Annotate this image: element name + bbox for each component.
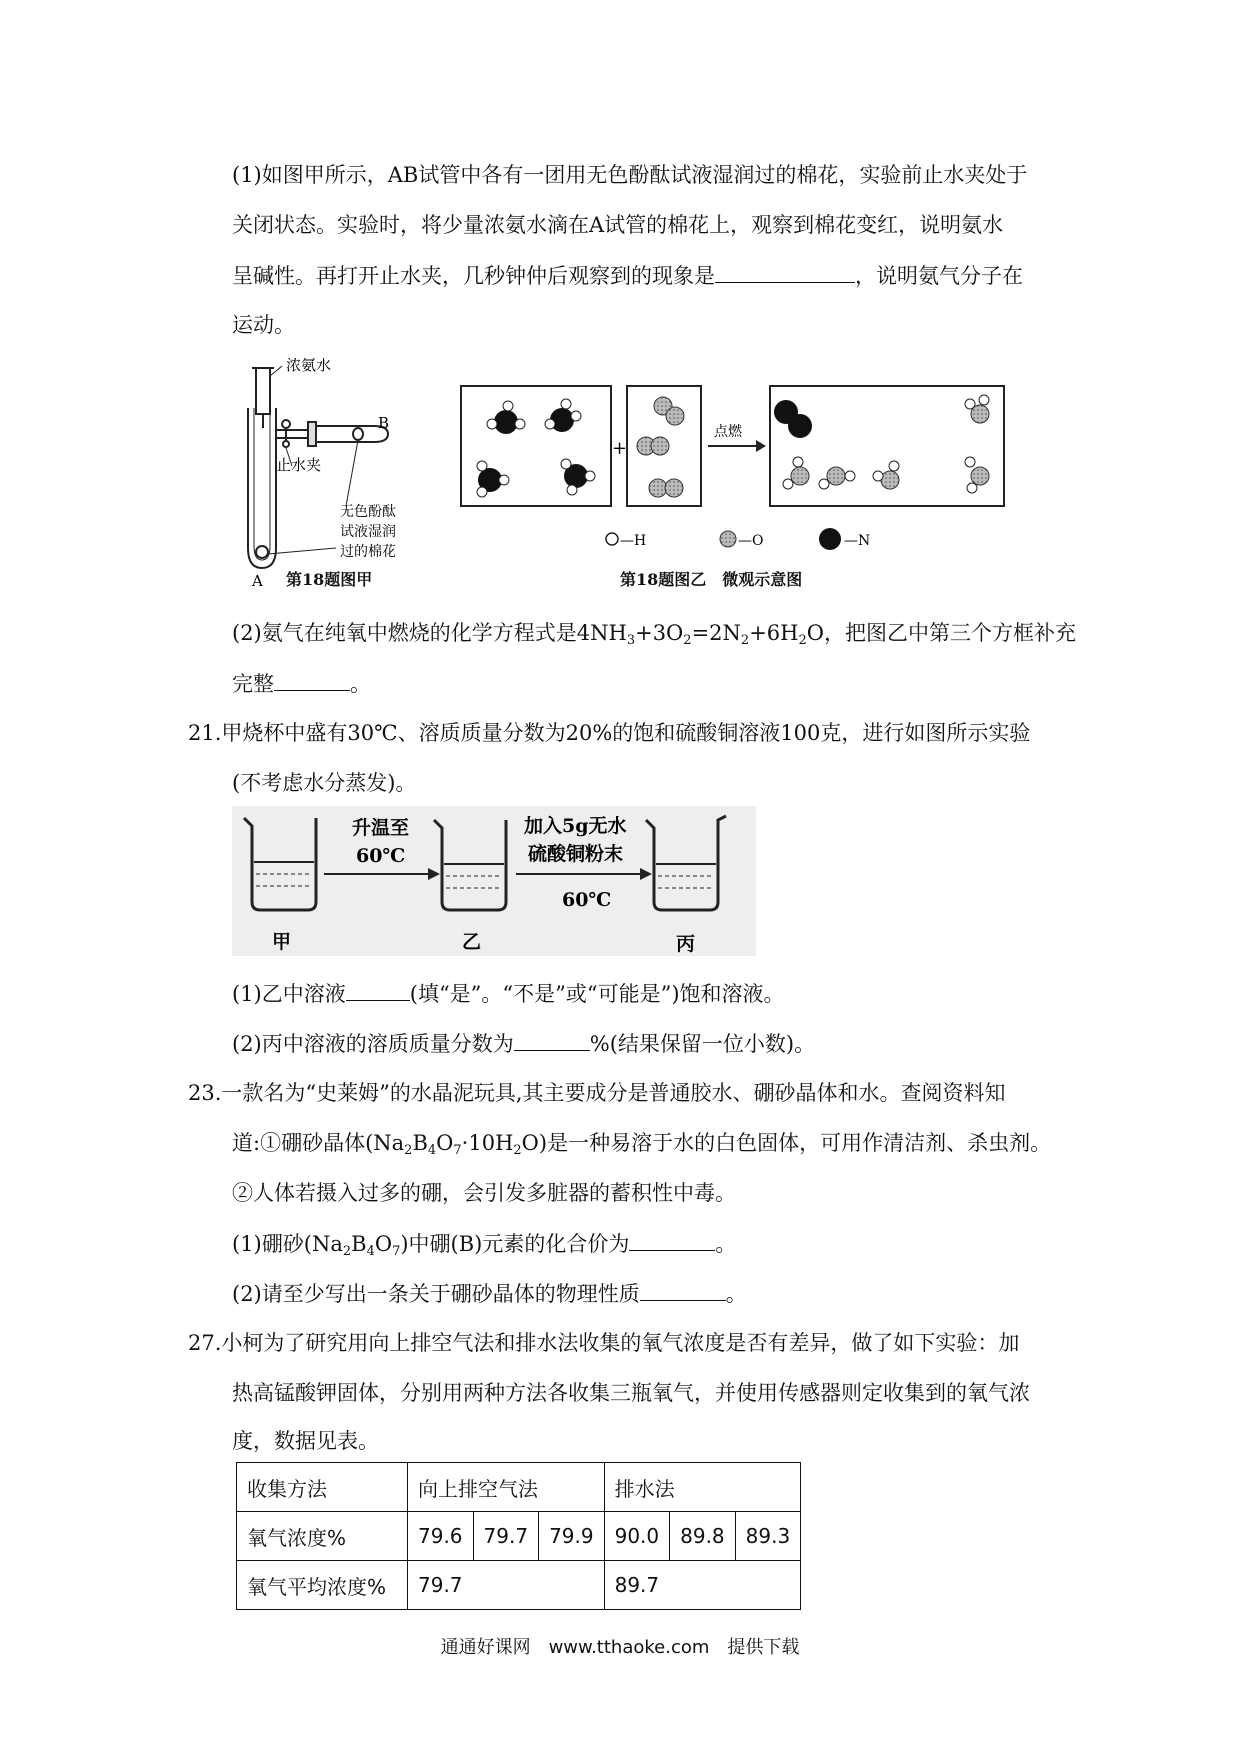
q23-sub1 [232, 1230, 736, 1257]
q23-sub: 4 [427, 1143, 437, 1158]
table-cell: 89.3 [735, 1512, 801, 1561]
test-tube-b [311, 426, 388, 442]
q23-line2 [232, 1130, 1051, 1156]
q23-text: ·10H [461, 1131, 514, 1155]
q18-p2-line2-text: 完整 [232, 672, 274, 696]
beaker-jia-label: 甲 [272, 931, 292, 953]
q18-p1-line3 [232, 262, 1023, 289]
q27-line1: 27.小柯为了研究用向上排空气法和排水法收集的氧气浓度是否有差异，做了如下实验：加 [188, 1331, 1020, 1355]
q21-sub1 [232, 980, 785, 1007]
eq-sub: 2 [740, 633, 750, 648]
oxygen-molecule [649, 479, 683, 497]
combustion-equation [576, 621, 824, 648]
eq-sub: 3 [626, 633, 636, 648]
legend-h-text: —H [620, 533, 647, 549]
q23-text: O [436, 1131, 454, 1155]
ammonia-molecule [545, 399, 581, 432]
eq-sub: 2 [798, 633, 807, 648]
q21-line1: 21.甲烧杯中盛有30℃、溶质质量分数为20%的饱和硫酸铜溶液100克，进行如图所示实验 [188, 721, 1031, 745]
figure-yi-micro-diagram [460, 384, 1008, 594]
label-cotton-3: 过的棉花 [340, 544, 396, 560]
q18-p2-line2-end: 。 [350, 672, 371, 696]
table-row [237, 1512, 801, 1561]
legend-n [819, 528, 870, 550]
ammonia-molecule [477, 461, 509, 497]
q21-sub2-post: %(结果保留一位小数)。 [589, 1032, 816, 1056]
q23-sub1-text: B [351, 1232, 367, 1256]
table-header-method: 收集方法 [237, 1463, 408, 1512]
answer-blank [715, 262, 855, 283]
table-cell: 79.6 [408, 1512, 474, 1561]
step2-label-1: 加入5g无水 [524, 815, 627, 837]
page-footer: 通通好课网 www.tthaoke.com 提供下载 [440, 1637, 800, 1658]
water-molecule [819, 467, 855, 489]
arrow-label-ignite: 点燃 [714, 424, 742, 440]
figure-yi-caption: 第18题图乙 微观示意图 [620, 570, 803, 589]
q23-sub: 2 [404, 1143, 413, 1158]
q23-sub: 4 [366, 1244, 375, 1259]
eq-part: 4NH [576, 621, 627, 645]
answer-blank [514, 1030, 590, 1051]
q21-sub1-pre: (1)乙中溶液 [232, 982, 346, 1006]
answer-blank [640, 1280, 726, 1301]
q23-sub1-text: (1)硼砂(Na [232, 1232, 343, 1256]
q23-sub: 2 [513, 1143, 522, 1158]
q27-line2: 热高锰酸钾固体，分别用两种方法各收集三瓶氧气，并使用传感器则定收集到的氧气浓 [232, 1381, 1030, 1405]
q23-line3: ②人体若摄入过多的硼，会引发多脏器的蓄积性中毒。 [232, 1181, 736, 1205]
table-cell: 90.0 [604, 1512, 670, 1561]
q23-sub: 2 [342, 1244, 352, 1259]
q18-p1-line3-text-a: 呈碱性。再打开止水夹，几秒钟仲后观察到的现象是 [232, 264, 715, 288]
q23-sub2-text: (2)请至少写出一条关于硼砂晶体的物理性质 [232, 1282, 640, 1306]
q23-sub: 7 [392, 1244, 401, 1259]
nitrogen-molecule [774, 400, 812, 438]
beaker-bing-label: 丙 [676, 933, 696, 955]
q23-text: O)是一种易溶于水的白色固体，可用作清洁剂、杀虫剂。 [521, 1131, 1052, 1155]
q23-sub2-end: 。 [725, 1282, 747, 1306]
table-cell-avg-up: 79.7 [408, 1561, 605, 1610]
q23-text: 道:①硼砂晶体(Na [232, 1131, 405, 1155]
q18-p2-text-pre: (2)氨气在纯氧中燃烧的化学方程式是 [232, 621, 577, 645]
table-row [237, 1561, 801, 1610]
legend-o [720, 531, 763, 549]
q21-sub2-pre: (2)丙中溶液的溶质质量分数为 [232, 1032, 514, 1056]
eq-sub: 2 [683, 633, 692, 648]
label-a: A [252, 572, 263, 590]
q18-p1-line3-text-b: ，说明氨气分子在 [855, 264, 1023, 288]
q18-p2-text-post: ，把图乙中第三个方框补充 [823, 621, 1076, 645]
q18-p2-line1 [232, 620, 1076, 646]
label-cotton-2: 试液湿润 [340, 524, 396, 540]
q18-p1-line4: 运动。 [232, 313, 295, 337]
dropper [256, 368, 270, 414]
table-row-label: 氧气浓度% [237, 1512, 408, 1561]
oxygen-molecule [654, 397, 684, 425]
q18-p1-line1: (1)如图甲所示，AB试管中各有一团用无色酚酞试液湿润过的棉花，实验前止水夹处于 [232, 163, 1028, 187]
q23-sub2 [232, 1280, 747, 1307]
oxygen-concentration-table [236, 1462, 801, 1610]
table-row [237, 1463, 801, 1512]
answer-blank [629, 1230, 715, 1251]
water-molecule [965, 395, 989, 423]
q23-line1: 23.一款名为“史莱姆”的水晶泥玩具,其主要成分是普通胶水、硼砂晶体和水。查阅资料知 [188, 1081, 1006, 1105]
beaker-yi-label: 乙 [462, 931, 482, 953]
cotton-b [353, 428, 363, 440]
table-cell-avg-water: 89.7 [604, 1561, 801, 1610]
table-cell: 79.7 [473, 1512, 539, 1561]
water-molecule [873, 461, 899, 489]
oxygen-molecule [637, 437, 669, 455]
table-cell: 79.9 [539, 1512, 605, 1561]
ammonia-molecule [561, 459, 595, 495]
water-molecule [965, 457, 989, 493]
label-conc-ammonia: 浓氨水 [286, 358, 332, 374]
table-header-water: 排水法 [604, 1463, 801, 1512]
step1-label-1: 升温至 [352, 817, 410, 839]
q23-sub1-end: 。 [715, 1232, 737, 1256]
plus-sign: + [612, 438, 628, 459]
q21-sub2 [232, 1030, 815, 1057]
q23-sub: 7 [453, 1143, 462, 1158]
label-b: B [378, 414, 390, 432]
q21-line2: (不考虑水分蒸发)。 [232, 771, 417, 795]
eq-part: +6H [749, 621, 799, 645]
step2-label-2: 硫酸铜粉末 [528, 843, 624, 865]
q23-sub1-text: )中硼(B)元素的化合价为 [400, 1232, 630, 1256]
ammonia-molecule [487, 401, 525, 434]
q21-beaker-figure [232, 806, 756, 956]
water-molecule [783, 457, 809, 489]
q23-sub1-text: O [374, 1232, 393, 1256]
q18-p2-line2 [232, 670, 371, 697]
table-header-upward-air: 向上排空气法 [408, 1463, 605, 1512]
answer-blank [346, 980, 410, 1001]
cotton-a [256, 546, 268, 558]
table-row-label: 氧气平均浓度% [237, 1561, 408, 1610]
legend-h [606, 533, 646, 549]
q18-p1-line2: 关闭状态。实验时，将少量浓氨水滴在A试管的棉花上，观察到棉花变红，说明氨水 [232, 213, 1004, 237]
label-clamp: 止水夹 [276, 456, 322, 474]
step2-label-3: 60℃ [562, 889, 612, 911]
label-cotton-1: 无色酚酞 [340, 504, 396, 520]
eq-part: +3O [635, 621, 684, 645]
eq-part: =2N [691, 621, 741, 645]
legend-n-text: —N [844, 533, 871, 549]
table-cell: 89.8 [670, 1512, 736, 1561]
q27-line3: 度，数据见表。 [232, 1429, 379, 1453]
figure-jia-apparatus [246, 358, 456, 594]
legend-o-text: —O [738, 533, 764, 549]
step1-label-2: 60℃ [356, 845, 406, 867]
test-tube-a [248, 408, 276, 568]
q21-sub1-post: (填“是”。“不是”或“可能是”)饱和溶液。 [409, 982, 785, 1006]
eq-part: O [806, 621, 824, 645]
clamp-icon [282, 420, 290, 428]
figure-jia-caption: 第18题图甲 [286, 570, 373, 589]
q23-text: B [412, 1131, 428, 1155]
answer-blank [274, 670, 350, 691]
